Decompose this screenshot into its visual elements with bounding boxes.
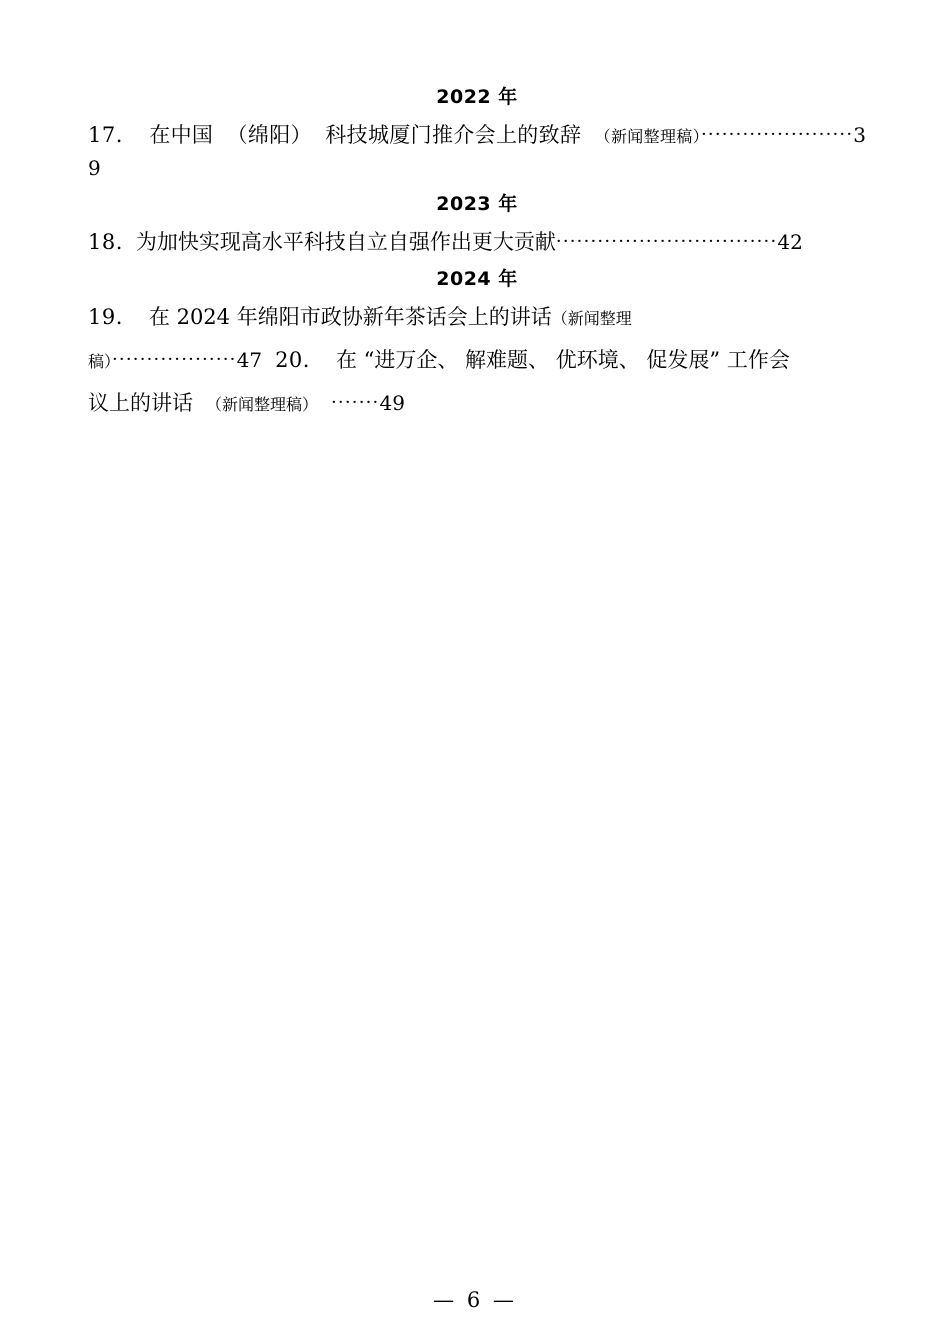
toc-section-2024 <box>88 267 866 421</box>
toc-entry-20-note: （新闻整理稿） <box>206 394 319 414</box>
toc-entry-19-note-cont: 稿） <box>88 351 113 371</box>
toc-entry-19-leader: ·················· <box>112 348 237 370</box>
toc-entry-19-note: （新闻整理 <box>551 308 632 328</box>
toc-entry-18-number: 18. <box>88 230 123 255</box>
toc-entry-20-title-cont: 议上的讲话 <box>88 390 193 415</box>
toc-entry-17-title-1: 在中国 <box>148 123 214 147</box>
toc-entry-20-leader: ······· <box>331 391 380 413</box>
toc-entry-17-page: 39 <box>88 123 866 181</box>
toc-entry-19[interactable] <box>88 301 866 334</box>
year-heading-2022: 2022 年 <box>436 86 518 108</box>
toc-entry-17-title-2: （绵阳） <box>226 123 312 147</box>
toc-entry-17-number: 17. <box>88 123 123 147</box>
toc-entry-19-continued[interactable] <box>88 344 866 377</box>
year-heading-2024: 2024 年 <box>436 267 518 290</box>
toc-content <box>88 88 866 430</box>
toc-entry-18[interactable] <box>88 226 866 259</box>
toc-entry-18-title: 为加快实现高水平科技自立自强作出更大贡献 <box>135 230 556 255</box>
toc-entry-20-number: 20. <box>275 347 310 372</box>
year-heading-2023: 2023 年 <box>436 193 518 216</box>
toc-section-2022 <box>88 88 866 185</box>
toc-entry-20-page: 49 <box>379 390 405 415</box>
toc-entry-19-number: 19. <box>88 304 123 329</box>
toc-entry-18-page: 42 <box>777 230 803 255</box>
toc-entry-19-title: 在 2024 年绵阳市政协新年茶话会上的讲话 <box>148 304 552 329</box>
toc-entry-19-page: 47 <box>236 347 263 372</box>
toc-entry-17[interactable] <box>88 119 866 185</box>
toc-entry-20-continued[interactable] <box>88 387 866 420</box>
toc-entry-17-title-3: 科技城厦门推介会上的致辞 <box>324 123 582 147</box>
toc-entry-17-leader: ······················ <box>700 124 854 145</box>
toc-section-2023 <box>88 195 866 259</box>
toc-entry-17-note: （新闻整理稿） <box>594 127 701 146</box>
toc-entry-20-title: 在 “进万企、 解难题、 优环境、 促发展” 工作会 <box>335 347 790 372</box>
page-footer: — 6 — <box>433 1288 517 1312</box>
toc-entry-18-leader: ································ <box>555 231 778 253</box>
